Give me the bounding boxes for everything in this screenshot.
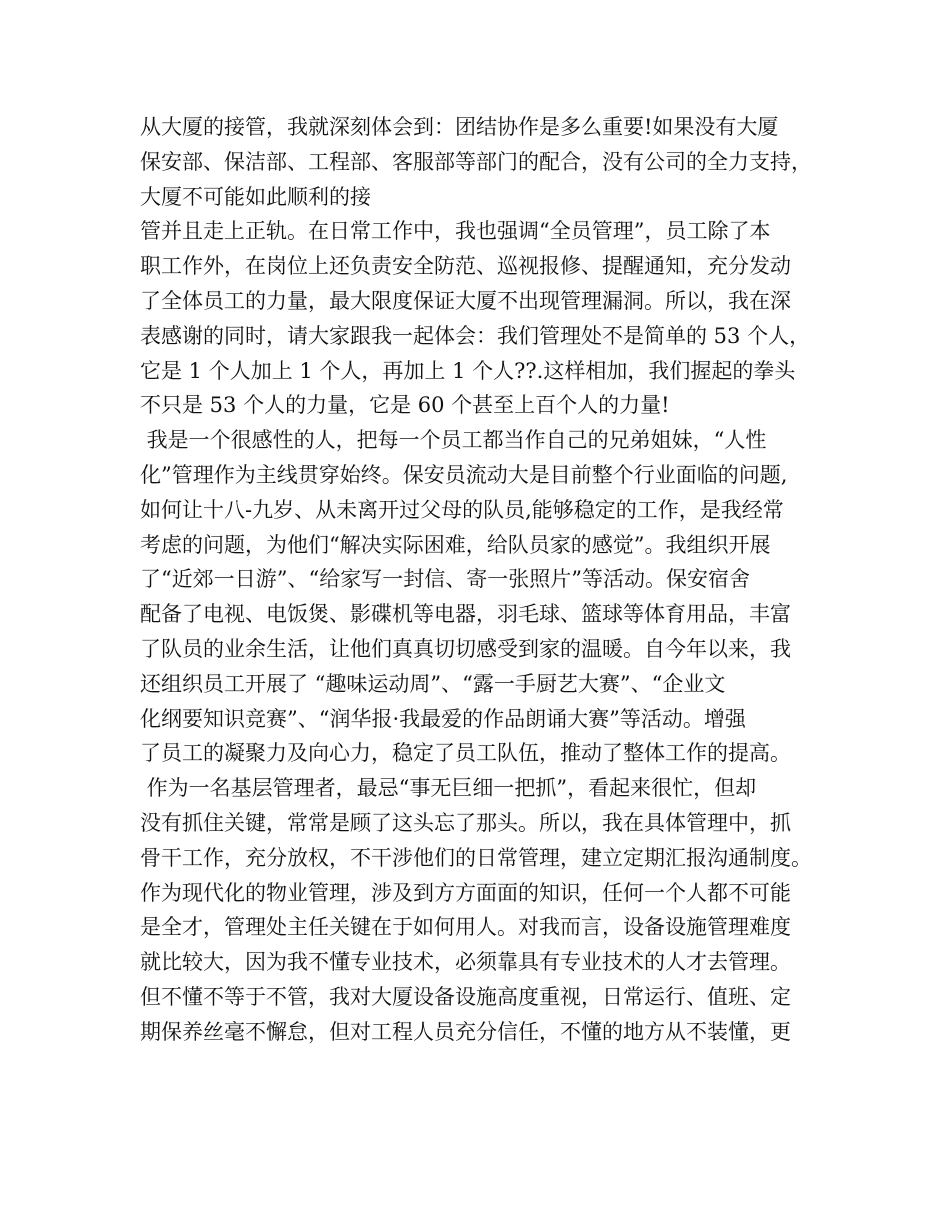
text-line: 作为一名基层管理者，最忌“事无巨细一把抓”，看起来很忙，但却 [140, 776, 757, 801]
text-line: 骨干工作，充分放权，不干涉他们的日常管理，建立定期汇报沟通制度。 [140, 845, 812, 870]
text-line: 大厦不可能如此顺利的接 [140, 184, 371, 209]
text-line: 了全体员工的力量，最大限度保证大厦不出现管理漏洞。所以，我在深 [140, 288, 791, 313]
document-body [140, 110, 840, 1050]
text-line: 了员工的凝聚力及向心力，稳定了员工队伍，推动了整体工作的提高。 [140, 741, 791, 766]
text-line: 考虑的问题，为他们“解决实际困难，给队员家的感觉”。我组织开展 [140, 532, 771, 557]
text-line: 职工作外，在岗位上还负责安全防范、巡视报修、提醒通知，充分发动 [140, 254, 791, 279]
text-line: 我是一个很感性的人，把每一个员工都当作自己的兄弟姐妹，“人性 [140, 428, 767, 453]
text-line: 不只是 53 个人的力量，它是 60 个甚至上百个人的力量! [140, 393, 670, 418]
text-line: 期保养丝毫不懈怠，但对工程人员充分信任，不懂的地方从不装懂，更 [140, 1019, 791, 1044]
text-line: 了“近郊一日游”、“给家写一封信、寄一张照片”等活动。保安宿舍 [140, 567, 750, 592]
text-line: 它是 1 个人加上 1 个人，再加上 1 个人??.这样相加，我们握起的拳头 [140, 358, 796, 383]
text-line: 但不懂不等于不管，我对大厦设备设施高度重视，日常运行、值班、定 [140, 984, 791, 1009]
text-line: 从大厦的接管，我就深刻体会到：团结协作是多么重要!如果没有大厦 [140, 115, 779, 139]
text-line: 化”管理作为主线贯穿始终。保安员流动大是目前整个行业面临的问题, [140, 462, 788, 487]
text-line: 表感谢的同时，请大家跟我一起体会：我们管理处不是简单的 53 个人， [140, 323, 811, 348]
text-line: 配备了电视、电饭煲、影碟机等电器，羽毛球、篮球等体育用品，丰富 [140, 602, 791, 627]
text-line: 就比较大，因为我不懂专业技术，必须靠具有专业技术的人才去管理。 [140, 950, 791, 975]
text-line: 了队员的业余生活，让他们真真切切感受到家的温暖。自今年以来，我 [140, 636, 791, 661]
text-line: 管并且走上正轨。在日常工作中，我也强调“全员管理”，员工除了本 [140, 219, 771, 244]
text-line: 是全才，管理处主任关键在于如何用人。对我而言，设备设施管理难度 [140, 915, 791, 940]
text-line: 如何让十八-九岁、从未离开过父母的队员,能够稳定的工作，是我经常 [140, 497, 784, 522]
text-line: 化纲要知识竞赛”、“润华报·我最爱的作品朗诵大赛”等活动。增强 [140, 706, 746, 731]
text-line: 还组织员工开展了 “趣味运动周”、“露一手厨艺大赛”、“企业文 [140, 671, 726, 696]
text-line: 保安部、保洁部、工程部、客服部等部门的配合，没有公司的全力支持， [140, 149, 812, 174]
text-line: 作为现代化的物业管理，涉及到方方面面的知识，任何一个人都不可能 [140, 880, 791, 905]
text-line: 没有抓住关键，常常是顾了这头忘了那头。所以，我在具体管理中，抓 [140, 810, 791, 835]
